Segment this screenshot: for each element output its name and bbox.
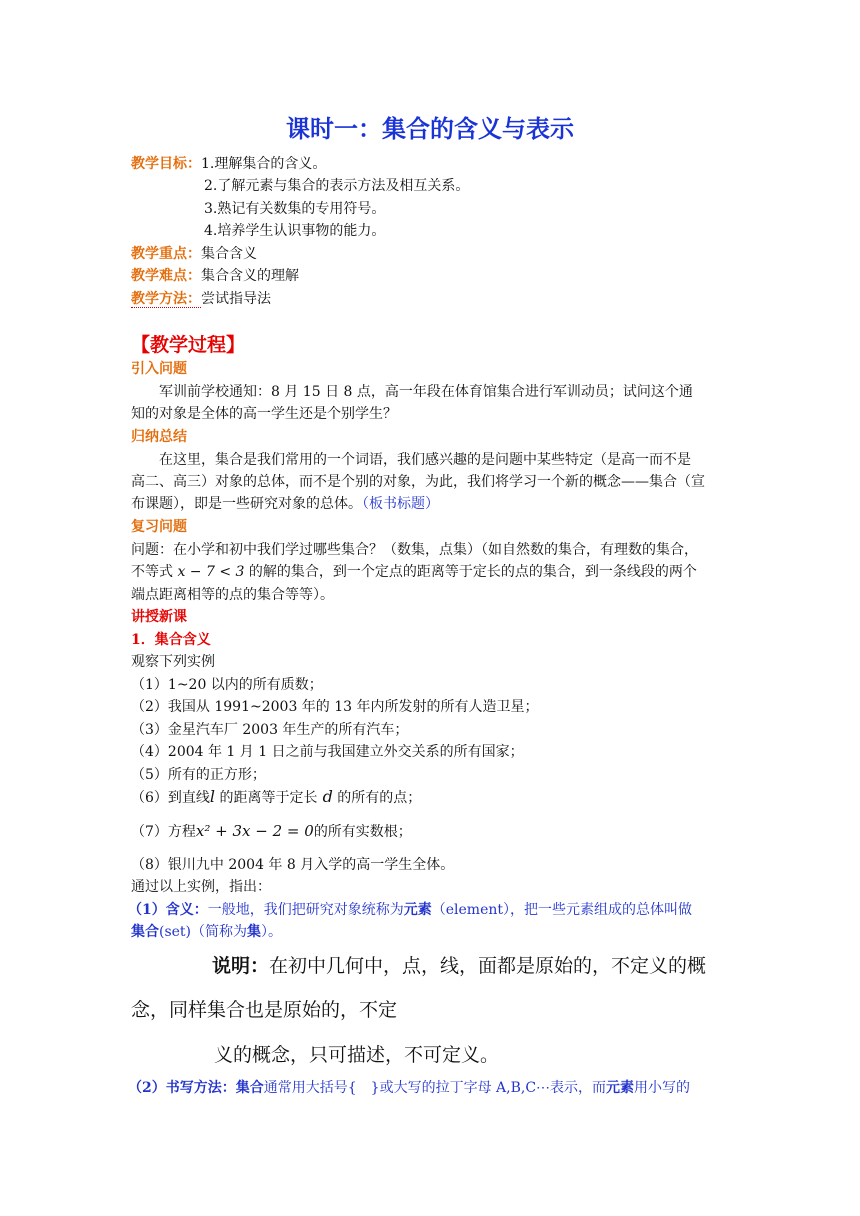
intro-heading: 引入问题 bbox=[131, 361, 187, 377]
note-line: 说明：在初中几何中，点，线，面都是原始的，不定义的概 bbox=[212, 955, 707, 977]
definition-line: （2）书写方法：集合通常用大括号{ }或大写的拉丁字母 A,B,C⋯表示，而元素用小写的 bbox=[128, 1080, 691, 1096]
key-point-row bbox=[131, 244, 257, 264]
review-line: 不等式 x − 7 < 3 的解的集合，到一个定点的距离等于定长的点的集合，到一条线段的两个 bbox=[131, 564, 697, 580]
summary-line: 在这里，集合是我们常用的一个词语，我们感兴趣的是问题中某些特定（是高一而不是 bbox=[159, 452, 691, 468]
example-item: （2）我国从 1991~2003 年的 13 年内所发射的所有人造卫星； bbox=[131, 699, 539, 715]
new-lesson-heading: 讲授新课 bbox=[131, 609, 187, 625]
definition-line: 集合(set)（简称为集）。 bbox=[131, 924, 283, 940]
note-line: 义的概念，只可描述，不可定义。 bbox=[214, 1044, 500, 1066]
note-label: 说明： bbox=[212, 955, 270, 977]
intro-line: 军训前学校通知：8 月 15 日 8 点，高一年段在体育馆集合进行军训动员；试问这个通 bbox=[159, 384, 693, 400]
point-out-text: 通过以上实例，指出： bbox=[131, 879, 271, 895]
key-point-label: 教学重点： bbox=[131, 246, 201, 262]
summary-line: 布课题），即是一些研究对象的总体。（板书标题） bbox=[131, 496, 439, 512]
definition-line: （1）含义：一般地，我们把研究对象统称为元素（element），把一些元素组成的总体叫做 bbox=[128, 902, 693, 918]
objective-item: 4.培养学生认识事物的能力。 bbox=[204, 223, 386, 239]
example-item: （3）金星汽车厂 2003 年生产的所有汽车； bbox=[131, 722, 409, 738]
process-heading: 【教学过程】 bbox=[131, 334, 246, 356]
example-item: （5）所有的正方形； bbox=[131, 767, 266, 783]
method-row bbox=[131, 289, 271, 309]
difficulty-row bbox=[131, 266, 299, 286]
page-title: 课时一：集合的含义与表示 bbox=[286, 114, 574, 143]
objective-item: 3.熟记有关数集的专用符号。 bbox=[204, 201, 386, 217]
observe-text: 观察下列实例 bbox=[131, 654, 215, 670]
example-item: （7）方程x² + 3x − 2 = 0的所有实数根； bbox=[131, 822, 412, 840]
note-line: 念，同样集合也是原始的，不定 bbox=[131, 999, 398, 1021]
blackboard-note: （板书标题） bbox=[362, 496, 439, 512]
example-item: （4）2004 年 1 月 1 日之前与我国建立外交关系的所有国家； bbox=[131, 744, 524, 760]
quadratic-formula: x² + 3x − 2 = 0 bbox=[195, 822, 314, 840]
review-heading: 复习问题 bbox=[131, 519, 187, 535]
objective-item: 1.理解集合的含义。 bbox=[201, 156, 327, 172]
summary-heading: 归纳总结 bbox=[131, 429, 187, 445]
summary-line: 高二、高三）对象的总体，而不是个别的对象，为此，我们将学习一个新的概念——集合（宣 bbox=[131, 474, 705, 490]
section-heading: 1．集合含义 bbox=[131, 632, 211, 648]
method-text: 尝试指导法 bbox=[201, 291, 271, 307]
example-item: （8）银川九中 2004 年 8 月入学的高一学生全体。 bbox=[131, 857, 455, 873]
inequality-formula: x − 7 < 3 bbox=[177, 564, 245, 580]
intro-line: 知的对象是全体的高一学生还是个别学生？ bbox=[131, 406, 397, 422]
difficulty-text: 集合含义的理解 bbox=[201, 268, 299, 284]
review-line: 问题：在小学和初中我们学过哪些集合？（数集，点集）（如自然数的集合，有理数的集合， bbox=[131, 542, 698, 558]
objective-item: 2.了解元素与集合的表示方法及相互关系。 bbox=[204, 178, 470, 194]
review-line: 端点距离相等的点的集合等等）。 bbox=[131, 587, 334, 603]
method-label: 教学方法： bbox=[131, 291, 201, 307]
key-point-text: 集合含义 bbox=[201, 246, 257, 262]
example-item: （6）到直线l 的距离等于定长 d 的所有的点； bbox=[131, 787, 422, 806]
example-item: （1）1~20 以内的所有质数； bbox=[131, 677, 323, 693]
objectives-row bbox=[131, 154, 326, 174]
objectives-label: 教学目标： bbox=[131, 156, 201, 172]
difficulty-label: 教学难点： bbox=[131, 268, 201, 284]
